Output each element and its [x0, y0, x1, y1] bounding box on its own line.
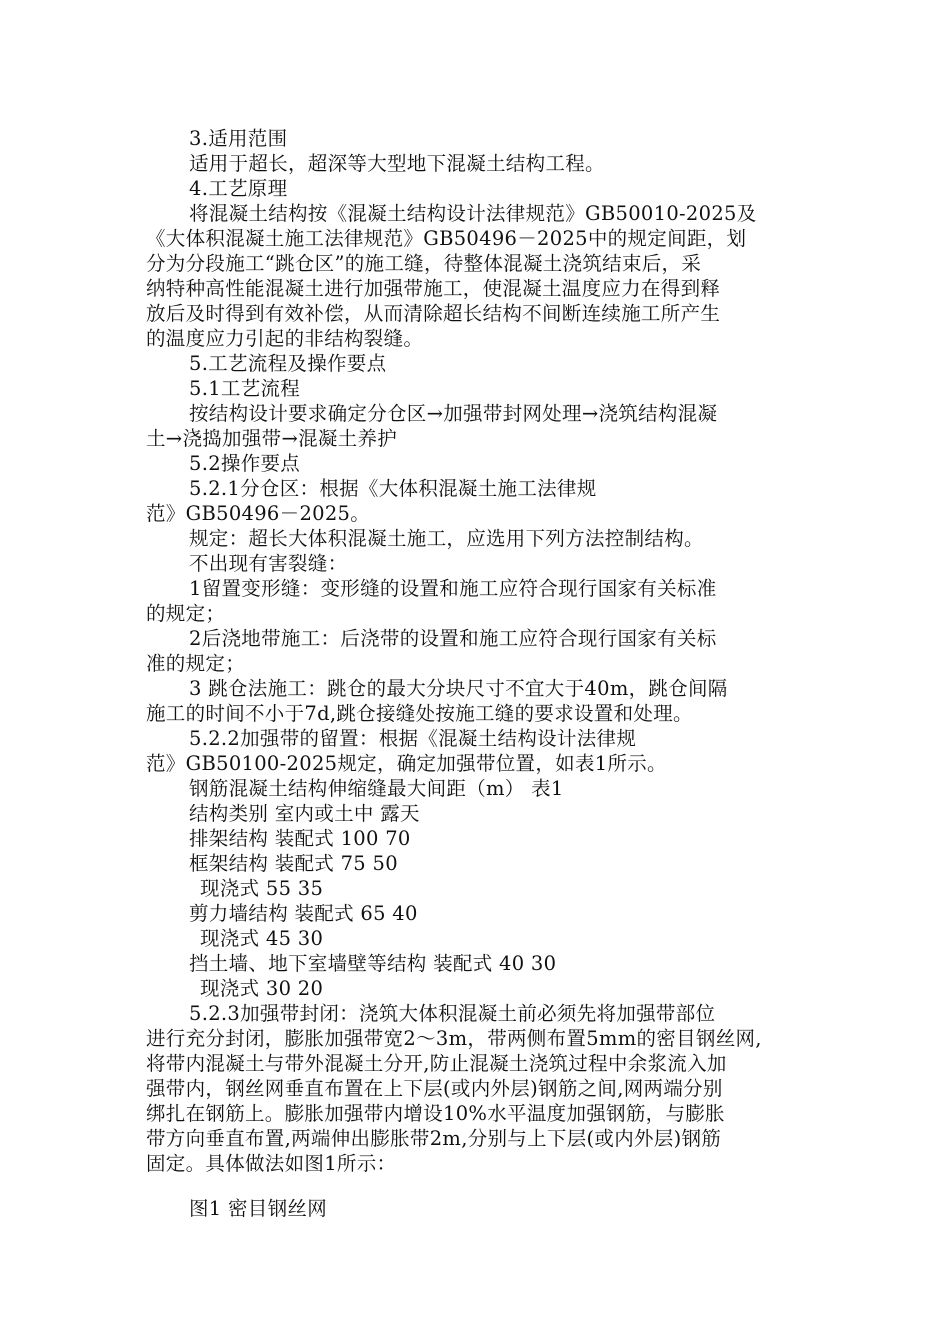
- paragraph-line: 范》GB50100-2025规定，确定加强带位置，如表1所示。: [146, 752, 667, 775]
- section-heading-scope: 3.适用范围: [189, 127, 288, 150]
- paragraph-line: 的温度应力引起的非结构裂缝。: [146, 327, 424, 350]
- paragraph-line: 5.2.1分仓区：根据《大体积混凝土施工法律规: [189, 477, 597, 500]
- paragraph-line: 分为分段施工“跳仓区”的施工缝，待整体混凝土浇筑结束后，采: [146, 252, 702, 275]
- paragraph-line: 规定：超长大体积混凝土施工，应选用下列方法控制结构。: [189, 527, 704, 550]
- table-row: 排架结构 装配式 100 70: [189, 827, 411, 850]
- paragraph-line: 不出现有害裂缝：: [189, 552, 348, 575]
- paragraph-line: 《大体积混凝土施工法律规范》GB50496－2025中的规定间距，划: [146, 227, 747, 250]
- list-item: 3 跳仓法施工：跳仓的最大分块尺寸不宜大于40m，跳仓间隔: [189, 677, 728, 700]
- subsection-heading: 5.2操作要点: [189, 452, 301, 475]
- paragraph-line: 固定。具体做法如图1所示：: [146, 1152, 397, 1175]
- paragraph-line: 适用于超长，超深等大型地下混凝土结构工程。: [189, 152, 605, 175]
- table-row: 现浇式 30 20: [200, 977, 324, 1000]
- paragraph-line: 范》GB50496－2025。: [146, 502, 371, 525]
- paragraph-line: 5.2.2加强带的留置：根据《混凝土结构设计法律规: [189, 727, 637, 750]
- list-item-continuation: 施工的时间不小于7d,跳仓接缝处按施工缝的要求设置和处理。: [146, 702, 693, 725]
- paragraph-line: 将混凝土结构按《混凝土结构设计法律规范》GB50010-2025及: [189, 202, 757, 225]
- list-item: 1留置变形缝：变形缝的设置和施工应符合现行国家有关标准: [189, 577, 717, 600]
- table-caption: 钢筋混凝土结构伸缩缝最大间距（m） 表1: [189, 777, 564, 800]
- section-heading-process: 5.工艺流程及操作要点: [189, 352, 387, 375]
- list-item: 2后浇地带施工：后浇带的设置和施工应符合现行国家有关标: [189, 627, 717, 650]
- paragraph-line: 进行充分封闭，膨胀加强带宽2～3m，带两侧布置5mm的密目钢丝网,: [146, 1027, 762, 1050]
- list-item-continuation: 准的规定；: [146, 652, 246, 675]
- paragraph-line: 5.2.3加强带封闭：浇筑大体积混凝土前必须先将加强带部位: [189, 1002, 716, 1025]
- table-row: 剪力墙结构 装配式 65 40: [189, 902, 418, 925]
- paragraph-line: 按结构设计要求确定分仓区→加强带封网处理→浇筑结构混凝: [189, 402, 718, 425]
- paragraph-line: 绑扎在钢筋上。膨胀加强带内增设10%水平温度加强钢筋，与膨胀: [146, 1102, 725, 1125]
- paragraph-line: 强带内，钢丝网垂直布置在上下层(或内外层)钢筋之间,网两端分别: [146, 1077, 723, 1100]
- figure-caption: 图1 密目钢丝网: [189, 1197, 328, 1220]
- section-heading-principle: 4.工艺原理: [189, 177, 288, 200]
- paragraph-line: 土→浇捣加强带→混凝土养护: [146, 427, 398, 450]
- table-row: 现浇式 55 35: [200, 877, 324, 900]
- paragraph-line: 带方向垂直布置,两端伸出膨胀带2m,分别与上下层(或内外层)钢筋: [146, 1127, 722, 1150]
- table-row: 框架结构 装配式 75 50: [189, 852, 398, 875]
- list-item-continuation: 的规定；: [146, 602, 226, 625]
- table-row: 现浇式 45 30: [200, 927, 324, 950]
- subsection-heading: 5.1工艺流程: [189, 377, 301, 400]
- paragraph-line: 纳特种高性能混凝土进行加强带施工，使混凝土温度应力在得到释: [146, 277, 721, 300]
- paragraph-line: 放后及时得到有效补偿，从而清除超长结构不间断连续施工所产生: [146, 302, 721, 325]
- paragraph-line: 将带内混凝土与带外混凝土分开,防止混凝土浇筑过程中余浆流入加: [146, 1052, 727, 1075]
- table-header-row: 结构类别 室内或土中 露天: [189, 802, 420, 825]
- table-row: 挡土墙、地下室墙壁等结构 装配式 40 30: [189, 952, 557, 975]
